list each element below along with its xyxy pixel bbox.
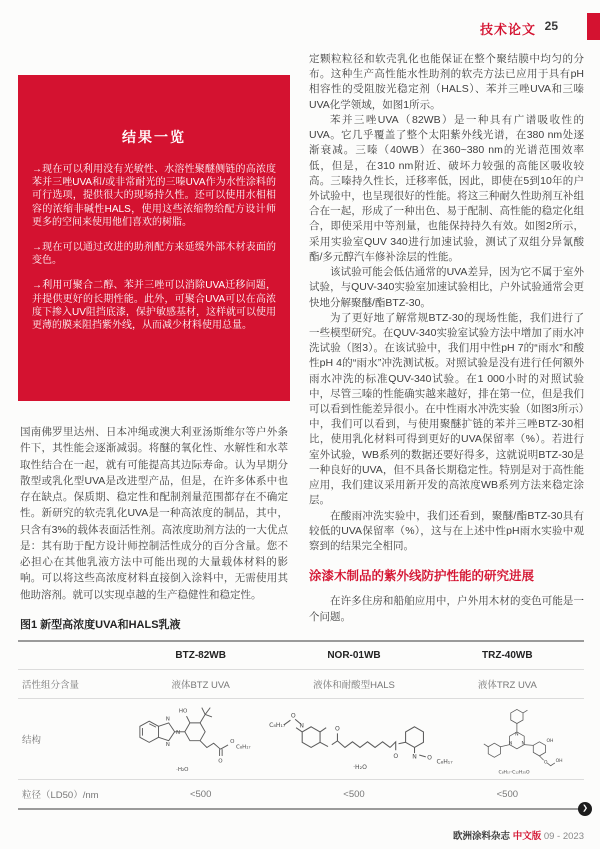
row-label: 结构 [22, 735, 42, 746]
body-paragraph: 在酸雨冲洗实验中，我们还看到，聚醚/酯BTZ-30具有较低的UVA保留率（%），这与在上述中性pH雨水实验中观察到的结果完全相同。 [309, 509, 584, 552]
row-label: 粒径（LD50）/nm [22, 790, 99, 801]
btz-structure-diagram [124, 699, 266, 779]
svg-text:O: O [543, 760, 548, 766]
svg-text:O: O [218, 758, 223, 765]
svg-text:N: N [508, 741, 513, 747]
table-cell: <500 [189, 788, 212, 800]
next-page-arrow-icon[interactable]: ❯ [578, 802, 592, 816]
section-subheading: 涂漆木制品的紫外线防护性能的研究进展 [309, 569, 535, 584]
results-bullet: →利用可聚合二醇、苯并三唑可以消除UVA迁移问题，并提供更好的长期性能。此外，可聚合UVA可以在高浓度下掺入UV阻挡底漆，保护敏感基材，这样就可以使用更薄的膜来阻挡紫外线，从而减少材料使用总量。 [32, 280, 276, 331]
row-label: 活性组分含量 [22, 680, 80, 691]
table-cell: 液体和耐酸型HALS [313, 680, 395, 691]
table-row [18, 780, 584, 808]
svg-text:O: O [230, 739, 235, 746]
red-corner-tab [587, 13, 600, 40]
journal-name: 欧洲涂料杂志 [453, 831, 511, 842]
svg-text:C₈H₁₇: C₈H₁₇ [236, 744, 251, 751]
svg-text:O: O [427, 754, 432, 762]
svg-text:N: N [165, 741, 170, 748]
svg-text:N: N [175, 729, 181, 736]
issue-label: 09 - 2023 [543, 831, 584, 842]
trz-structure-diagram [454, 699, 584, 779]
table-cell: <500 [343, 788, 365, 800]
edition-label: 中文版 [512, 831, 542, 842]
column-header: BTZ-82WB [175, 650, 226, 661]
table-header-row [18, 642, 584, 670]
svg-text:N: N [299, 722, 305, 730]
body-paragraph: 苯并三唑UVA（82WB）是一种具有广谱吸收性的UVA。它几乎覆盖了整个太阳紫外线光谱，在380 nm处逐渐衰减。三嗪（40WB）在360~380 nm的光谱范围效率低，但是，在310 nm附近、破坏力较强的高能区吸收较高。三嗪持久性长，迁移率低，因此，即使在5到10年的户外试验中，也呈现很好的性能。将这三种耐久性助剂互补组合在一起，形成了一种出色、易于配制、高性能的稳定化组合，即使采用中等剂量，也能保持持久有效。如图2所示，采用实验室QUV 340进行加速试验，测试了双组分异氰酸酯/多元醇汽车修补涂层的性能。 [309, 113, 584, 263]
results-bullet: →现在可以通过改进的助剂配方来延缓外部木材表面的变色。 [32, 241, 276, 267]
table-cell: 液体TRZ UVA [477, 680, 537, 691]
page-number: 25 [544, 19, 558, 33]
table-cell: 液体BTZ UVA [171, 680, 230, 691]
svg-text:·H₂O: ·H₂O [353, 764, 367, 772]
svg-text:OH: OH [555, 759, 563, 765]
svg-text:O: O [335, 725, 340, 733]
page-header-title: 技术论文 [479, 22, 536, 37]
results-bullet: →现在可以利用没有光敏性、水溶性聚醚侧链的高浓度苯并三唑UVA和/或非常耐光的三嗪UVA作为水性涂料的可行选项，提供很大的现场持久性。还可以使用水相相容的浓缩非碱性HALS，使用这些浓缩物给配方设计师更多的空间来使用他们喜欢的树脂。 [32, 164, 276, 228]
column-header: TRZ-40WB [482, 650, 533, 661]
svg-text:O: O [393, 752, 399, 760]
table-cell: <500 [496, 788, 519, 800]
table-row [18, 670, 584, 699]
figure-caption: 图1 新型高浓度UVA和HALS乳液 [20, 619, 181, 631]
svg-text:HO: HO [178, 708, 188, 715]
svg-text:C₈H₁₇·C₁₂H₂₅O: C₈H₁₇·C₁₂H₂₅O [498, 770, 530, 776]
svg-text:O: O [290, 712, 296, 720]
figure-table [18, 640, 588, 812]
svg-text:C₈H₁₇: C₈H₁₇ [436, 758, 453, 766]
right-column [309, 52, 584, 625]
hals-structure-diagram [266, 699, 454, 779]
body-paragraph: 该试验可能会低估通常的UVA差异，因为它不属于室外试验，与QUV-340实验室加速试验相比，户外试验通常会更快地分解聚醚/酯BTZ-30。 [309, 266, 584, 309]
svg-text:N: N [412, 753, 417, 761]
svg-text:C₈H₁₇: C₈H₁₇ [269, 721, 286, 729]
svg-text:·H₂O: ·H₂O [176, 767, 189, 774]
svg-text:N: N [515, 732, 519, 738]
svg-text:OH: OH [546, 738, 554, 744]
table-row-structures [18, 699, 584, 780]
page-footer [453, 828, 584, 842]
body-paragraph: 在许多住房和船舶应用中，户外用木材的变色可能是一个问题。 [309, 595, 584, 623]
svg-text:N: N [521, 741, 525, 747]
left-column-paragraph: 国南佛罗里达州、日本冲绳或澳大利亚汤斯维尔等户外条件下，其性能会逐渐减弱。将醚的氧化性、水解性和水萃取性结合在一起，就有可能提高其边际寿命。认为早期分散型或乳化型UVA是改进型产品，但是，在许多体系中也存在缺点。保质期、稳定性和配制剂量范围都存在不确定性。新研究的软壳乳化UVA是一种高浓度的制品，其中，只含有3%的载体表面活性剂。高浓度助剂方法的一大优点是：其有助于配方设计师控制活性成分的百分含量。您不必担心在其他乳液方法中可能出现的大量载体材料的影响。可以将这些高浓度材料直接倒入涂料中，无需使用其他助溶剂。就可以实现卓越的生产稳健性和稳定性。 [20, 426, 288, 601]
results-box-heading: 结果一览 [122, 129, 186, 145]
svg-text:N: N [165, 716, 170, 723]
results-overview-box [18, 75, 290, 401]
body-paragraph: 为了更好地了解常规BTZ-30的现场性能，我们进行了一些模型研究。在QUV-340实验室试验方法中增加了雨水冲洗试验（图3）。在该试验中，我们用中性pH 7的“雨水”和酸性pH 4的“雨水”冲洗测试板。对照试验是没有进行任何额外雨水冲洗的标准QUV-340试验。在1 000小时的对照试验中，尽管三嗪的性能确实越来越好，排在第一位，但是我们可以看到性能差异很小。在中性雨水冲洗实验（如图3所示）中，我们可以看到，与使用聚醚扩链的苯并三唑BTZ-30相比，使用乳化材料可得到更好的UVA保留率（%）。若进行室外试验，WB系列的数据还要好得多，这就说明BTZ-30是一种良好的UVA，但不具备长期稳定性。特别是对于高性能应用，我们建议采用新开发的高浓度WB系列方法来稳定涂层。 [309, 311, 584, 507]
body-paragraph: 定颗粒粒径和软壳乳化也能保证在整个聚结膜中均匀的分布。这种生产高性能水性助剂的软壳方法已应用于具有pH相容性的受阻胺光稳定剂（HALS）、苯并三唑UVA和三嗪UVA化学领域，如图1所示。 [309, 53, 584, 111]
column-header: NOR-01WB [327, 650, 381, 661]
